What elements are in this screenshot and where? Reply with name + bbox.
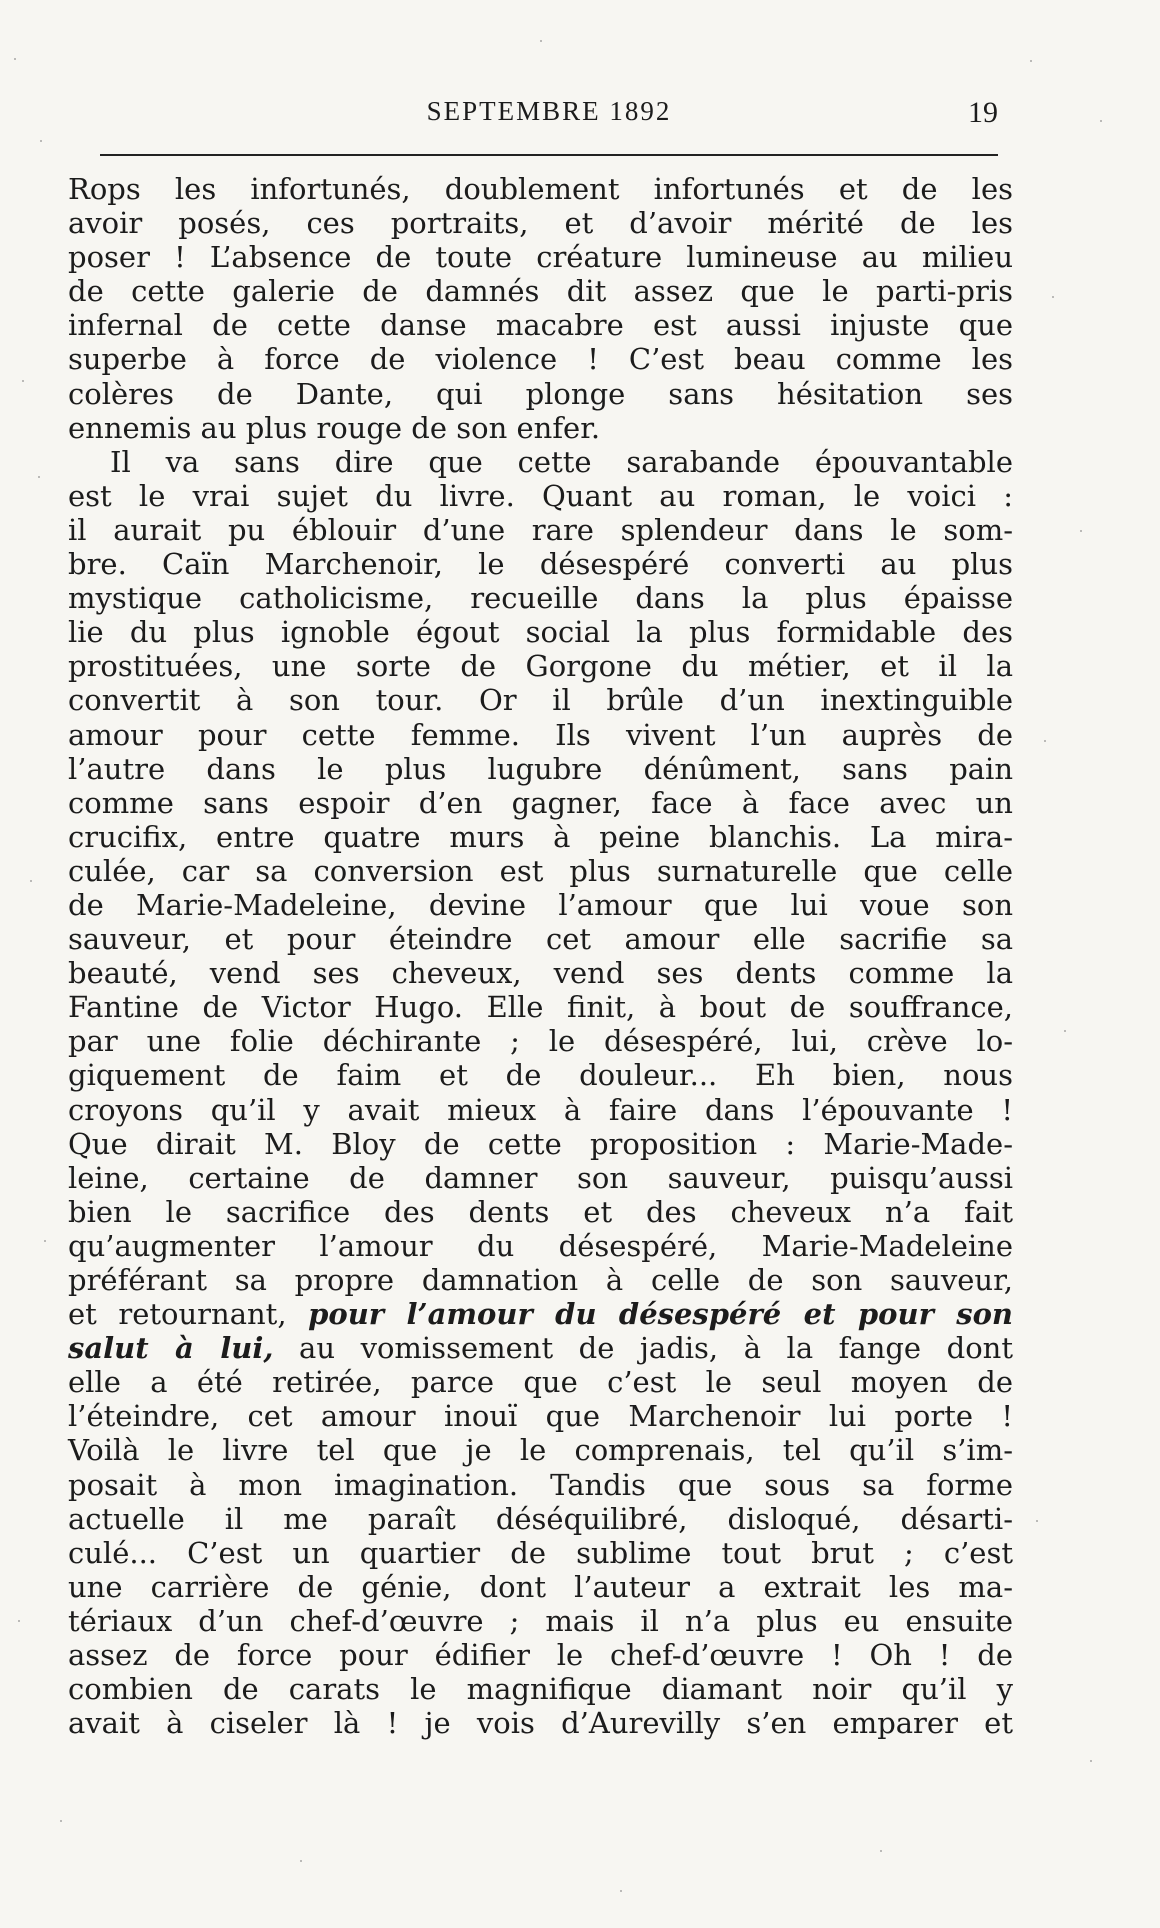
text-line: superbe à force de violence ! C’est beau comme les bbox=[68, 342, 1013, 377]
scan-speck bbox=[620, 1890, 622, 1892]
scan-speck bbox=[880, 1850, 882, 1852]
text-line: avoir posés, ces portraits, et d’avoir mérité de les bbox=[68, 206, 1013, 241]
scan-speck bbox=[22, 380, 24, 382]
text-line: de Marie-Madeleine, devine l’amour que lui voue son bbox=[68, 887, 1013, 922]
text-line: culée, car sa conversion est plus surnaturelle que celle bbox=[68, 853, 1013, 888]
text-line: Que dirait M. Bloy de cette proposition : Marie-Made- bbox=[68, 1126, 1013, 1161]
text-line: culé... C’est un quartier de sublime tout brut ; c’est bbox=[68, 1535, 1013, 1570]
scan-speck bbox=[1052, 296, 1054, 298]
text-line: combien de carats le magnifique diamant noir qu’il y bbox=[68, 1672, 1013, 1707]
text-line: mystique catholicisme, recueille dans la plus épaisse bbox=[68, 581, 1013, 616]
text-line: tériaux d’un chef-d’œuvre ; mais il n’a plus eu ensuite bbox=[68, 1603, 1013, 1638]
text-line: Fantine de Victor Hugo. Elle finit, à bout de souffrance, bbox=[68, 990, 1013, 1025]
text-line: Voilà le livre tel que je le comprenais, tel qu’il s’im- bbox=[68, 1433, 1013, 1468]
scan-speck bbox=[1044, 740, 1046, 742]
text-line: une carrière de génie, dont l’auteur a extrait les ma- bbox=[68, 1569, 1013, 1604]
text-line: qu’augmenter l’amour du désespéré, Marie-Madeleine bbox=[68, 1228, 1013, 1263]
scan-speck bbox=[18, 1620, 20, 1622]
text-line: lie du plus ignoble égout social la plus formidable des bbox=[68, 615, 1013, 650]
text-fragment: au vomissement de jadis, à la fange dont bbox=[299, 1331, 1013, 1366]
scan-speck bbox=[1064, 1030, 1066, 1032]
page-header bbox=[100, 96, 998, 136]
italic-fragment: salut à lui, bbox=[68, 1331, 274, 1366]
text-line: croyons qu’il y avait mieux à faire dans l’épouvante ! bbox=[68, 1092, 1013, 1127]
scan-speck bbox=[44, 1240, 46, 1242]
scan-speck bbox=[1036, 1520, 1038, 1522]
scan-speck bbox=[300, 1860, 302, 1862]
text-line: elle a été retirée, parce que c’est le seul moyen de bbox=[68, 1365, 1013, 1400]
text-line: colères de Dante, qui plonge sans hésitation ses bbox=[68, 376, 1013, 411]
scan-speck bbox=[1080, 530, 1082, 532]
text-line: Il va sans dire que cette sarabande épouvantable bbox=[110, 444, 1013, 479]
text-line: convertit à son tour. Or il brûle d’un inextinguible bbox=[68, 683, 1013, 718]
scan-speck bbox=[38, 476, 40, 478]
scan-speck bbox=[540, 40, 542, 42]
text-line: l’autre dans le plus lugubre dénûment, sans pain bbox=[68, 751, 1013, 786]
text-line: prostituées, une sorte de Gorgone du métier, et il la bbox=[68, 649, 1013, 684]
text-line: actuelle il me paraît déséquilibré, disloqué, désarti- bbox=[68, 1501, 1013, 1536]
text-line: de cette galerie de damnés dit assez que le parti-pris bbox=[68, 274, 1013, 309]
text-line: posait à mon imagination. Tandis que sous sa forme bbox=[68, 1467, 1013, 1502]
body-text bbox=[68, 172, 1013, 1740]
text-line: l’éteindre, cet amour inouï que Marchenoir lui porte ! bbox=[68, 1399, 1013, 1434]
scan-speck bbox=[14, 58, 16, 60]
text-line: préférant sa propre damnation à celle de son sauveur, bbox=[68, 1263, 1013, 1297]
text-line: avait à ciseler là ! je vois d’Aurevilly s’en emparer et bbox=[68, 1706, 1013, 1741]
text-line-mixed bbox=[68, 1297, 1013, 1331]
text-line: beauté, vend ses cheveux, vend ses dents comme la bbox=[68, 956, 1013, 991]
header-rule bbox=[100, 154, 998, 156]
text-fragment: et retournant, bbox=[68, 1297, 287, 1332]
text-line: assez de force pour édifier le chef-d’œuvre ! Oh ! de bbox=[68, 1638, 1013, 1673]
text-line: bien le sacrifice des dents et des cheveux n’a fait bbox=[68, 1194, 1013, 1229]
text-line: leine, certaine de damner son sauveur, puisqu’aussi bbox=[68, 1160, 1013, 1195]
scan-speck bbox=[1090, 1760, 1092, 1762]
italic-fragment: pour l’amour du désespéré et pour son bbox=[308, 1297, 1014, 1332]
text-line: comme sans espoir d’en gagner, face à face avec un bbox=[68, 785, 1013, 820]
scan-speck bbox=[40, 140, 42, 142]
text-line: est le vrai sujet du livre. Quant au roman, le voici : bbox=[68, 478, 1013, 513]
text-line: Rops les infortunés, doublement infortunés et de les bbox=[68, 172, 1013, 206]
text-line: ennemis au plus rouge de son enfer. bbox=[68, 410, 601, 445]
text-line: crucifix, entre quatre murs à peine blanchis. La mira- bbox=[68, 819, 1013, 854]
text-line-mixed bbox=[68, 1331, 1013, 1365]
page-number: 19 bbox=[968, 96, 998, 129]
text-line: sauveur, et pour éteindre cet amour elle sacrifie sa bbox=[68, 922, 1013, 957]
scan-speck bbox=[1030, 60, 1032, 62]
text-line: bre. Caïn Marchenoir, le désespéré converti au plus bbox=[68, 547, 1013, 582]
running-title: SEPTEMBRE 1892 bbox=[426, 96, 672, 126]
scan-speck bbox=[30, 880, 32, 882]
text-line: amour pour cette femme. Ils vivent l’un auprès de bbox=[68, 717, 1013, 752]
text-line: poser ! L’absence de toute créature lumineuse au milieu bbox=[68, 240, 1013, 275]
text-line: par une folie déchirante ; le désespéré, lui, crève lo- bbox=[68, 1024, 1013, 1059]
text-line: giquement de faim et de douleur... Eh bien, nous bbox=[68, 1058, 1013, 1093]
scan-speck bbox=[60, 1820, 62, 1822]
text-line: infernal de cette danse macabre est aussi injuste que bbox=[68, 308, 1013, 343]
scan-speck bbox=[1100, 120, 1102, 122]
text-line: il aurait pu éblouir d’une rare splendeur dans le som- bbox=[68, 512, 1013, 547]
